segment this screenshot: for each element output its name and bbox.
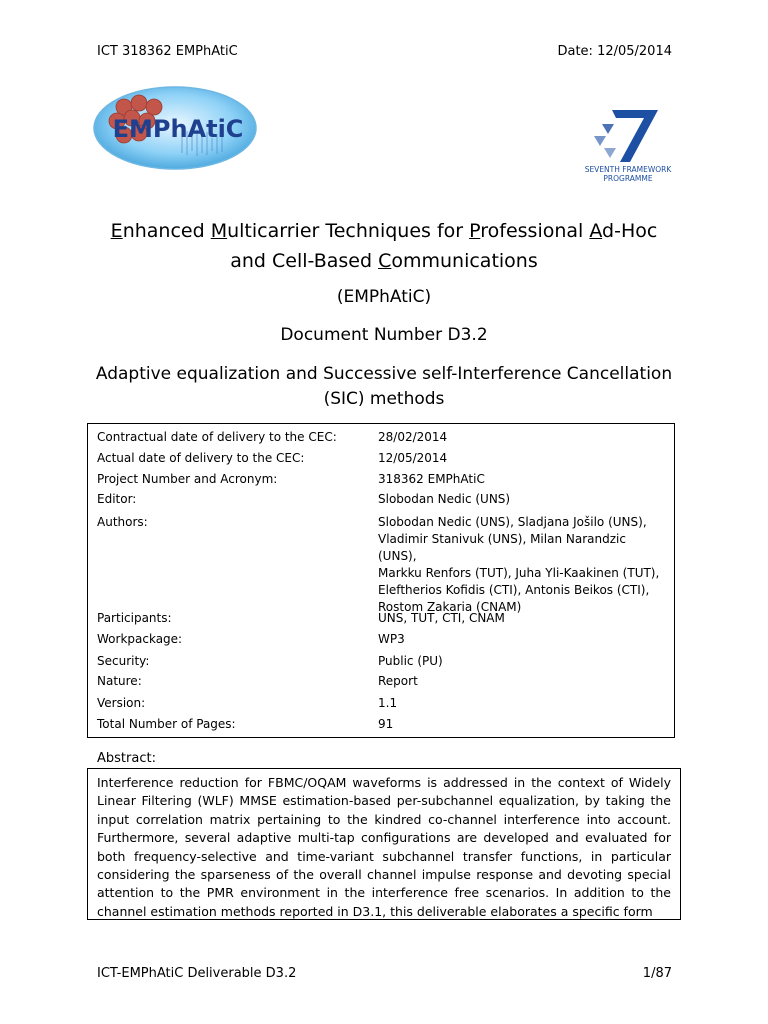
author-line: Rostom Zakaria (CNAM) [378, 600, 522, 614]
nature-label: Nature: [97, 674, 142, 688]
version-value: 1.1 [378, 696, 398, 710]
total-pages-value: 91 [378, 717, 394, 731]
workpackage-value: WP3 [378, 632, 405, 646]
subtitle-line: Adaptive equalization and Successive self-Interference Cancellation [95, 364, 673, 384]
title-word: d-Hoc [602, 220, 658, 242]
actual-date-value: 12/05/2014 [378, 451, 448, 465]
footer-page-number: 1/87 [642, 966, 672, 981]
document-title [60, 216, 708, 276]
fp7-logo [572, 104, 684, 184]
title-word: rofessional [480, 220, 590, 242]
participants-label: Participants: [97, 611, 172, 625]
editor-value: Slobodan Nedic (UNS) [378, 492, 511, 506]
author-line: Vladimir Stanivuk (UNS), Milan Narandzic (UNS), [378, 532, 626, 563]
project-acronym: (EMPhAtiC) [336, 287, 432, 307]
abstract-box [87, 768, 681, 920]
title-initial: M [210, 220, 228, 242]
footer-deliverable: ICT-EMPhAtiC Deliverable D3.2 [97, 966, 297, 981]
authors-label: Authors: [97, 515, 148, 529]
project-number-label: Project Number and Acronym: [97, 472, 278, 486]
security-value: Public (PU) [378, 654, 443, 668]
version-label: Version: [97, 696, 146, 710]
contractual-date-value: 28/02/2014 [378, 430, 448, 444]
author-line: Slobodan Nedic (UNS), Sladjana Jošilo (UNS), [378, 515, 647, 529]
workpackage-label: Workpackage: [97, 632, 183, 646]
editor-label: Editor: [97, 492, 137, 506]
title-word: ulticarrier Techniques for [227, 220, 470, 242]
title-word: ommunications [391, 250, 538, 272]
project-number-value: 318362 EMPhAtiC [378, 472, 485, 486]
emphatic-logo [92, 85, 258, 171]
total-pages-label: Total Number of Pages: [97, 717, 236, 731]
security-label: Security: [97, 654, 150, 668]
abstract-label: Abstract: [97, 751, 156, 766]
title-initial: E [110, 220, 123, 242]
actual-date-label: Actual date of delivery to the CEC: [97, 451, 305, 465]
document-info-table [87, 423, 675, 738]
authors-value [378, 514, 668, 616]
header-date: Date: 12/05/2014 [557, 44, 672, 59]
title-word: nhanced [122, 220, 211, 242]
subtitle-line: (SIC) methods [323, 389, 445, 409]
contractual-date-label: Contractual date of delivery to the CEC: [97, 430, 337, 444]
document-subtitle [60, 362, 708, 412]
fp7-logo-line2: PROGRAMME [603, 174, 653, 183]
emphatic-logo-text: EMPhAtiC [112, 115, 244, 143]
fp7-logo-line1: SEVENTH FRAMEWORK [584, 165, 672, 174]
nature-value: Report [378, 674, 418, 688]
title-initial: A [589, 220, 603, 242]
participants-value: UNS, TUT, CTI, CNAM [378, 611, 505, 625]
title-word: and Cell-Based [230, 250, 379, 272]
document-number: Document Number D3.2 [280, 325, 488, 345]
abstract-text: Interference reduction for FBMC/OQAM waveforms is addressed in the context of Widely Linear Filtering (WLF) MMSE estimation-based per-subchannel equalization, by taking the input correlation matrix pertaining to the kindred co-channel interference into account. Furthermore, several adaptive multi-tap configurations are developed and evaluated for both frequency-selective and time-variant subchannel transfer functions, in particular considering the sparseness of the overall channel impulse response and devoting special attention to the PMR environment in the interference free scenarios. In addition to the channel estimation methods reported in D3.1, this deliverable elaborates a specific form [97, 775, 671, 919]
author-line: Markku Renfors (TUT), Juha Yli-Kaakinen (TUT), [378, 566, 660, 580]
author-line: Eleftherios Kofidis (CTI), Antonis Beikos (CTI), [378, 583, 650, 597]
title-initial: C [378, 250, 392, 272]
title-initial: P [469, 220, 481, 242]
header-project-id: ICT 318362 EMPhAtiC [97, 44, 238, 59]
